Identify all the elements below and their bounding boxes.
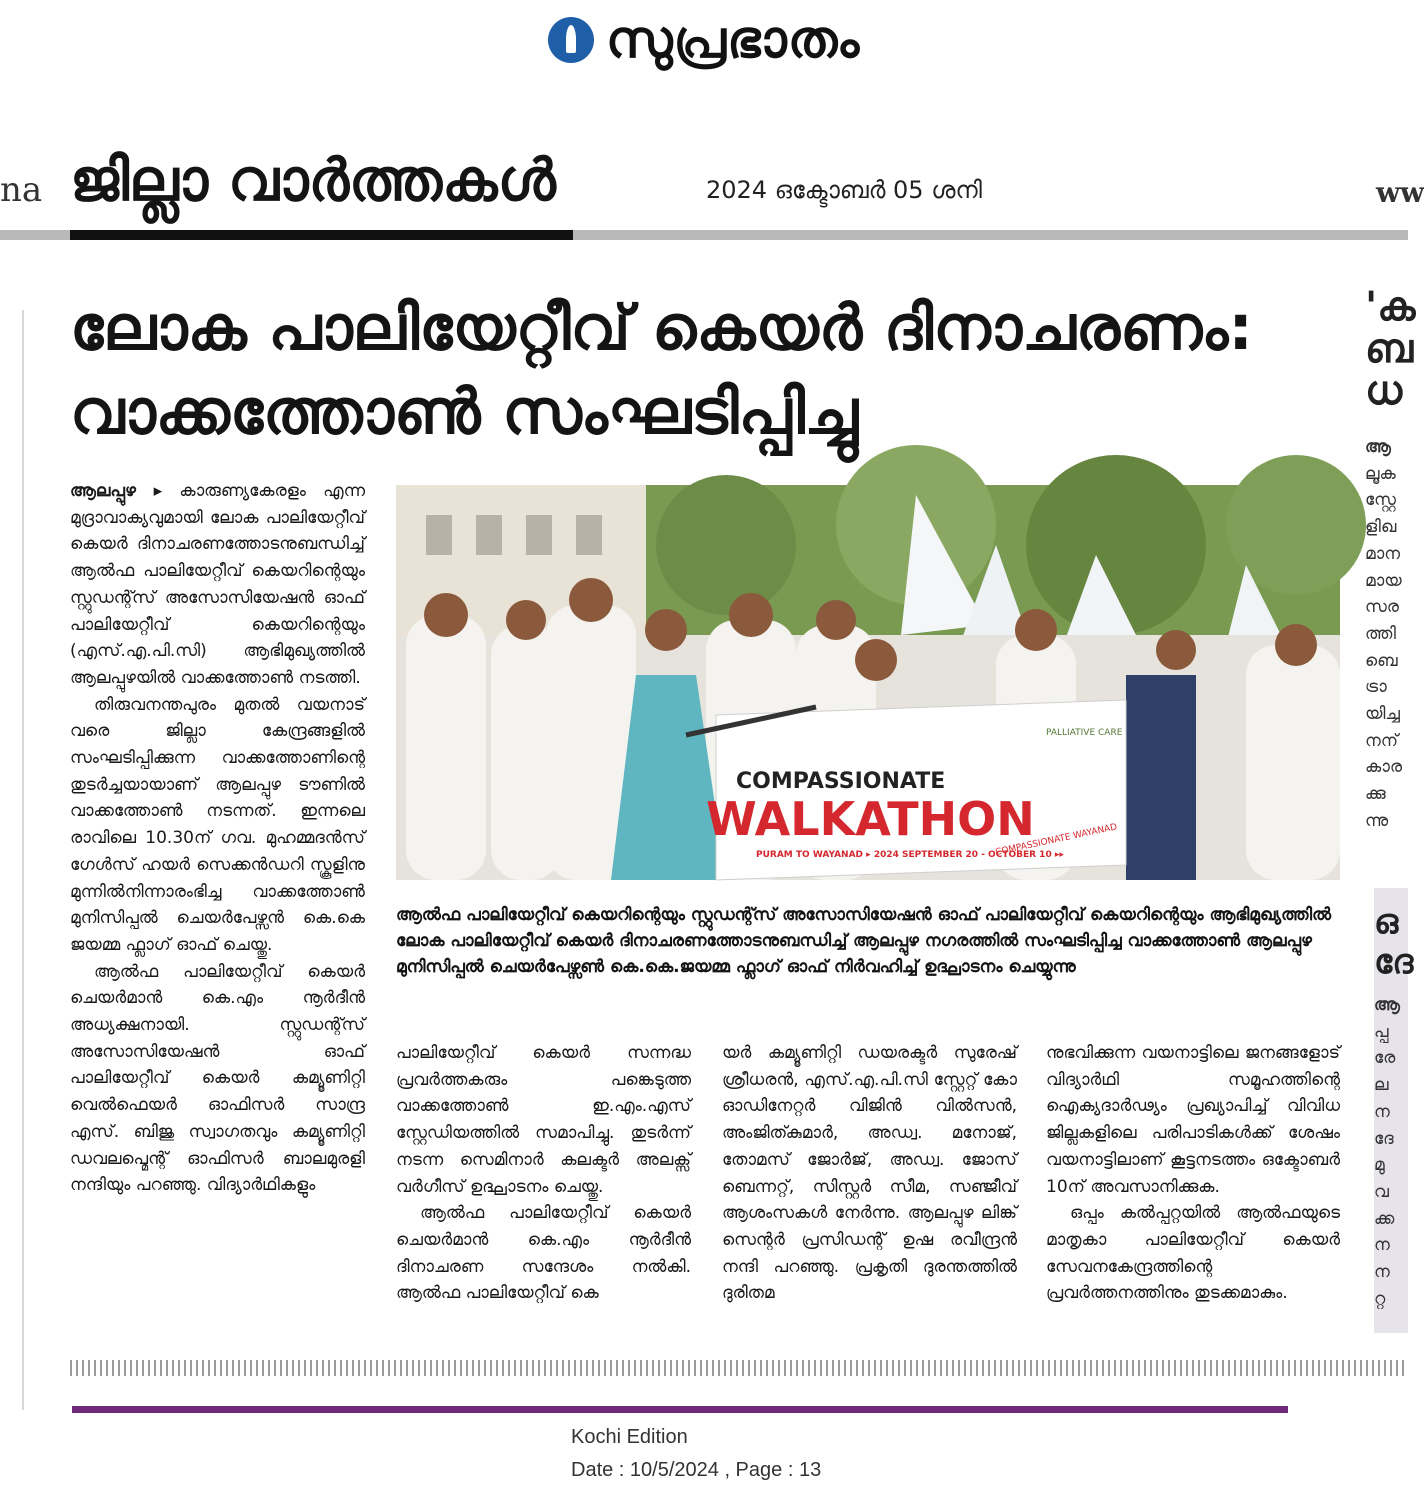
- banner-subtitle: PURAM TO WAYANAD ▸ 2024 SEPTEMBER 20 - OCTOBER 10 ▸▸: [756, 850, 1064, 860]
- fragment-text-line: യിച്ച: [1365, 704, 1400, 725]
- fragment-text-line: ളിഖ: [1365, 517, 1397, 538]
- fragment-text-line: സര: [1365, 597, 1399, 618]
- fragment-text-line: ന: [1374, 1101, 1390, 1122]
- photo-caption: ആൽഫ പാലിയേറ്റീവ് കെയറിന്റെയും സ്റ്റുഡന്റ്സ് അസോസിയേഷൻ ഓഫ് പാലിയേറ്റീവ് കെയറിന്റെയും ആഭിമുഖ്യത്തിൽ ലോക പാലിയേറ്റീവ് കെയർ ദിനാചരണത്തോടനുബന്ധിച്ച് ആലപ്പുഴ നഗരത്തിൽ സംഘടിപ്പിച്ച വാക്കത്തോൺ ആലപ്പുഴ മുനിസിപ്പൽ ചെയർപേഴ്സൺ കെ.കെ.ജയമ്മ ഫ്ലാഗ് ഓഫ് നിർവഹിച്ച് ഉദ്ഘാടനം ചെയ്യുന്നു: [396, 905, 1332, 977]
- article-column-4: [1046, 1040, 1340, 1307]
- fragment-text-line: ന: [1374, 1262, 1390, 1283]
- edition-label: Kochi Edition: [571, 1426, 688, 1448]
- article-paragraph: നുഭവിക്കുന്ന വയനാട്ടിലെ ജനങ്ങളോട് വിദ്യാർഥി സമൂഹത്തിന്റെ ഐക്യദാർഢ്യം പ്രഖ്യാപിച്ച് വിവിധ ജില്ലകളിലെ പരിപാടികൾക്ക് ശേഷം വയനാട്ടിലാണ് കൂട്ടനടത്തം ഒക്ടോബർ 10ന് അവസാനിക്കുക.: [1046, 1043, 1340, 1197]
- fragment-headline-line: ദേ: [1374, 942, 1414, 982]
- page-bottom-rule: [70, 1360, 1408, 1376]
- article-column-1: [70, 478, 365, 1199]
- article-paragraph: പാലിയേറ്റീവ് കെയർ സന്നദ്ധ പ്രവർത്തകരും പങ്കെടുത്ത വാക്കത്തോൺ ഇ.എം.എസ് സ്റ്റേഡിയത്തിൽ സമാപിച്ചു. തുടർന്ന് നടന്ന സെമിനാർ കലക്ടർ അലക്സ് വർഗീസ് ഉദ്ഘാടനം ചെയ്തു.: [396, 1043, 691, 1197]
- adjacent-page-fragment-left: na: [0, 170, 43, 210]
- banner-tag: PALLIATIVE CARE: [1046, 728, 1123, 738]
- section-title: ജില്ലാ വാർത്തകൾ: [70, 146, 556, 214]
- paragraph-text: കാരുണ്യകേരളം എന്ന മുദ്രാവാക്യവുമായി ലോക പാലിയേറ്റീവ് കെയർ ദിനാചരണത്തോടനുബന്ധിച്ച് ആൽഫ പാലിയേറ്റീവ് കെയറിന്റെയും സ്റ്റുഡന്റ്സ് അസോസിയേഷൻ ഓഫ് പാലിയേറ്റീവ് കെയറിന്റെയും (എസ്.എ.പി.സി) ആഭിമുഖ്യത്തിൽ ആലപ്പുഴയിൽ വാക്കത്തോൺ നടത്തി.: [70, 481, 366, 688]
- dateline: ആലപ്പുഴ ▸: [70, 481, 163, 501]
- fragment-dateline: ആ: [1365, 437, 1391, 457]
- fragment-text-line: മു: [1374, 1155, 1385, 1176]
- article-column-3: [722, 1040, 1017, 1307]
- fragment-text-line: ലൂക: [1365, 463, 1396, 484]
- fragment-dateline: ആ: [1374, 995, 1400, 1015]
- fragment-text-line: പ്പ: [1374, 1021, 1389, 1042]
- fragment-headline-line: 'ക: [1365, 284, 1416, 330]
- news-photo: [396, 485, 1340, 880]
- fragment-text-line: മാന: [1365, 543, 1401, 564]
- fragment-text-line: രേ: [1374, 1048, 1396, 1069]
- fragment-headline-line: ഒ: [1374, 902, 1399, 942]
- fragment-text-line: ദേ: [1374, 1128, 1394, 1149]
- article-headline: ലോക പാലിയേറ്റീവ് കെയർ ദിനാചരണം: വാക്കത്തോൺ സംഘടിപ്പിച്ചു: [70, 291, 1253, 448]
- fragment-text-line: കാര: [1365, 757, 1402, 778]
- fragment-text-line: നന്: [1365, 730, 1399, 751]
- fragment-text-line: ത്തി: [1365, 623, 1396, 644]
- banner-stamp: COMPASSIONATE WAYANAD: [994, 822, 1119, 858]
- date-page-label: Date : 10/5/2024 , Page : 13: [571, 1459, 822, 1481]
- fragment-text-line: വ: [1374, 1181, 1389, 1202]
- banner-line-2: WALKATHON: [706, 792, 1035, 846]
- fragment-text-line: മായ: [1365, 570, 1402, 591]
- fragment-text-line: ട്രാ: [1365, 677, 1387, 698]
- fragment-text-line: റ്റ: [1374, 1288, 1386, 1309]
- fragment-text-line: ബെ: [1365, 650, 1398, 671]
- article-paragraph: തിരുവനന്തപുരം മുതൽ വയനാട് വരെ ജില്ലാ കേന്ദ്രങ്ങളിൽ സംഘടിപ്പിക്കുന്ന വാക്കത്തോണിന്റെ തുടർച്ചയായാണ് ആലപ്പുഴ ടൗണിൽ വാക്കത്തോൺ നടന്നത്. ഇന്നലെ രാവിലെ 10.30ന് ഗവ. മുഹമ്മദൻസ് ഗേൾസ് ഹയർ സെക്കൻഡറി സ്കൂളിനു മുന്നിൽനിന്നാരംഭിച്ച വാക്കത്തോൺ മുനിസിപ്പൽ ചെയർപേഴ്സൻ കെ.കെ ജയമ്മ ഫ്ലാഗ് ഓഫ് ചെയ്തു.: [70, 694, 365, 955]
- section-rule-accent: [70, 230, 573, 240]
- article-paragraph: ആൽഫ പാലിയേറ്റീവ് കെയർ ചെയർമാൻ കെ.എം നൂർദീൻ അധ്യക്ഷനായി. സ്റ്റുഡന്റ്സ് അസോസിയേഷൻ ഓഫ് പാലിയേറ്റീവ് കെയർ കമ്യൂണിറ്റി വെൽഫെയർ ഓഫിസർ സാന്ദ്ര എസ്. ബിജു സ്വാഗതവും കമ്യൂണിറ്റി ഡവലപ്മെന്റ് ഓഫിസർ ബാലമുരളി നന്ദിയും പറഞ്ഞു. വിദ്യാർഥികളും: [70, 961, 365, 1196]
- fragment-text-line: ക്കു: [1365, 784, 1386, 805]
- article-paragraph: ആൽഫ പാലിയേറ്റീവ് കെയർ ചെയർമാൻ കെ.എം നൂർദീൻ ദിനാചരണ സന്ദേശം നൽകി. ആൽഫ പാലിയേറ്റീവ് കെ: [396, 1203, 691, 1304]
- fragment-text-line: ക്ക: [1374, 1208, 1395, 1229]
- fragment-text-line: ന: [1374, 1235, 1390, 1256]
- article-paragraph: ഒപ്പം കൽപ്പറ്റയിൽ ആൽഫയുടെ മാതൃകാ പാലിയേറ്റീവ് കെയർ സേവനകേന്ദ്രത്തിന്റെ പ്രവർത്തനത്തിനും തുടക്കമാകും.: [1046, 1203, 1340, 1304]
- newspaper-logo: സുപ്രഭാതം: [605, 9, 861, 70]
- fragment-text-line: സ്റ്റേ: [1365, 490, 1396, 511]
- article-column-2: [396, 1040, 691, 1307]
- fragment-headline-line: ബ: [1365, 326, 1414, 372]
- fragment-text-line: ന്നു: [1365, 810, 1389, 831]
- issue-date: 2024 ഒക്ടോബർ 05 ശനി: [706, 176, 982, 204]
- column-divider: [22, 310, 24, 1410]
- pen-nib-icon: [548, 17, 594, 63]
- adjacent-boxed-fragment: [1374, 888, 1414, 1333]
- fragment-headline-line: ധ: [1365, 368, 1403, 414]
- article-paragraph: [70, 478, 365, 692]
- footer-accent-rule: [72, 1406, 1288, 1413]
- article-paragraph: യർ കമ്യൂണിറ്റി ഡയരക്ടർ സുരേഷ് ശ്രീധരൻ, എസ്.എ.പി.സി സ്റ്റേറ്റ് കോ ഓഡിനേറ്റർ വിജിൻ വിൽസൻ, അംജിത്കുമാർ, അഡ്വ. മനോജ്, തോമസ് ജോർജ്, അഡ്വ. ജോസ് ബെന്നറ്റ്, സിസ്റ്റർ സീമ, സഞ്ജീവ് ആശംസകൾ നേർന്നു. ആലപ്പുഴ ലിങ്ക് സെന്റർ പ്രസിഡന്റ് ഉഷ രവീന്ദ്രൻ നന്ദി പറഞ്ഞു. പ്രകൃതി ദുരന്തത്തിൽ ദുരിതമ: [722, 1043, 1017, 1304]
- banner-line-1: COMPASSIONATE: [736, 769, 946, 794]
- adjacent-page-fragment-right: ww: [1376, 176, 1424, 209]
- masthead: [0, 0, 1408, 80]
- fragment-text-line: ല: [1374, 1075, 1389, 1096]
